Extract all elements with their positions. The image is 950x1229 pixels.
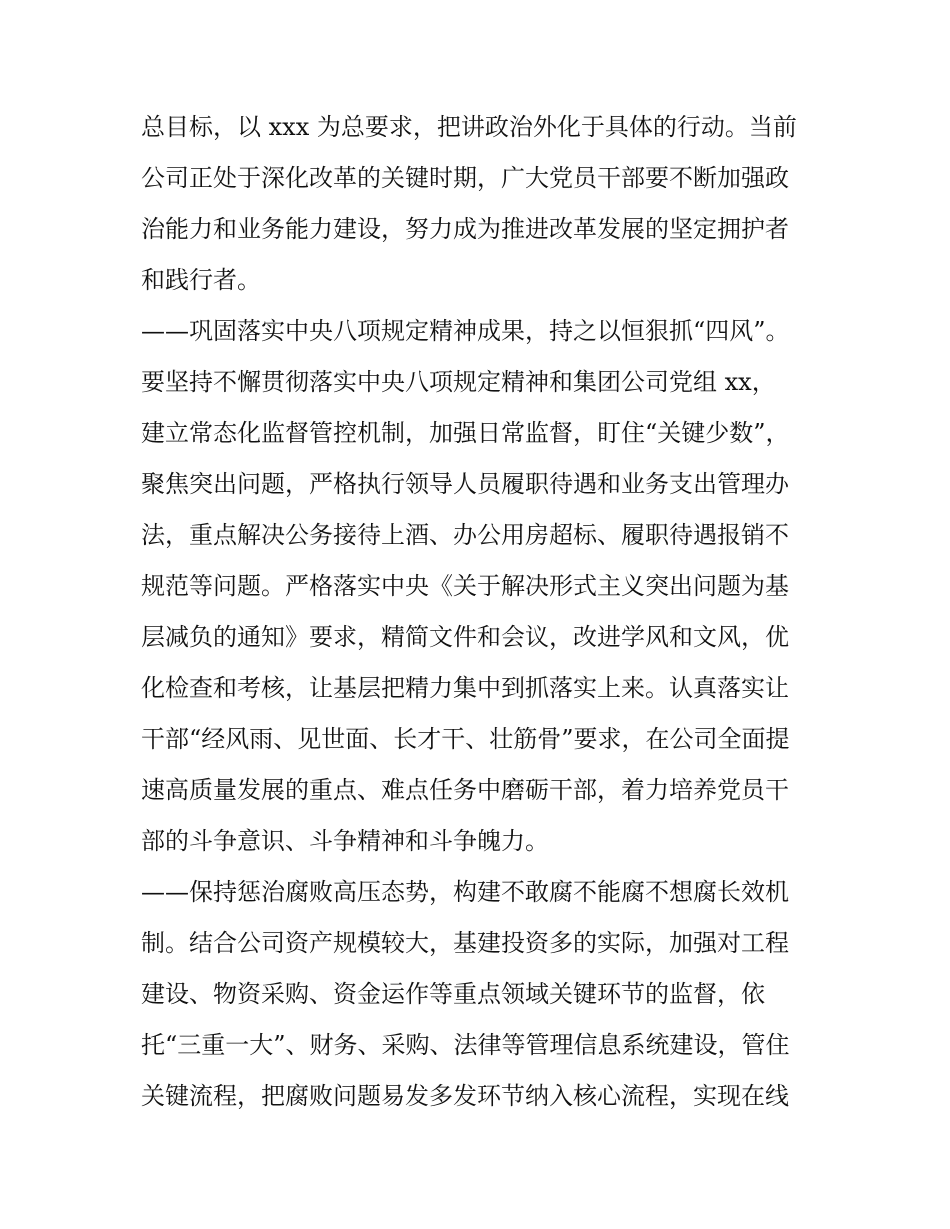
text-line: 治能力和业务能力建设，努力成为推进改革发展的坚定拥护者 bbox=[141, 215, 789, 243]
text-line: 部的斗争意识、斗争精神和斗争魄力。 bbox=[141, 827, 549, 855]
text-line: 聚焦突出问题，严格执行领导人员履职待遇和业务支出管理办 bbox=[141, 470, 789, 498]
text-line: 和践行者。 bbox=[141, 266, 261, 294]
text-line: 化检查和考核，让基层把精力集中到抓落实上来。认真落实让 bbox=[141, 674, 789, 702]
text-line: 建设、物资采购、资金运作等重点领域关键环节的监督，依 bbox=[141, 980, 765, 1008]
text-line: ——巩固落实中央八项规定精神成果，持之以恒狠抓“四风”。 bbox=[141, 317, 790, 345]
text-line: 层减负的通知》要求，精简文件和会议，改进学风和文风，优 bbox=[141, 623, 789, 651]
text-line: 制。结合公司资产规模较大，基建投资多的实际，加强对工程 bbox=[141, 929, 789, 957]
text-line: 要坚持不懈贯彻落实中央八项规定精神和集团公司党组 xx， bbox=[141, 368, 776, 396]
text-line: 速高质量发展的重点、难点任务中磨砺干部，着力培养党员干 bbox=[141, 776, 789, 804]
text-line: 规范等问题。严格落实中央《关于解决形式主义突出问题为基 bbox=[141, 572, 789, 600]
text-line: 建立常态化监督管控机制，加强日常监督，盯住“关键少数”， bbox=[141, 419, 790, 447]
text-line: 干部“经风雨、见世面、长才干、壮筋骨”要求，在公司全面提 bbox=[141, 725, 790, 753]
text-line: 法，重点解决公务接待上酒、办公用房超标、履职待遇报销不 bbox=[141, 521, 789, 549]
text-line: 公司正处于深化改革的关键时期，广大党员干部要不断加强政 bbox=[141, 164, 789, 192]
text-line: 总目标，以 xxx 为总要求，把讲政治外化于具体的行动。当前 bbox=[141, 113, 797, 141]
body-text bbox=[141, 102, 821, 1122]
text-line: 托“三重一大”、财务、采购、法律等管理信息系统建设，管住 bbox=[141, 1031, 790, 1059]
text-line: 关键流程，把腐败问题易发多发环节纳入核心流程，实现在线 bbox=[141, 1082, 789, 1110]
text-line: ——保持惩治腐败高压态势，构建不敢腐不能腐不想腐长效机 bbox=[141, 878, 789, 906]
